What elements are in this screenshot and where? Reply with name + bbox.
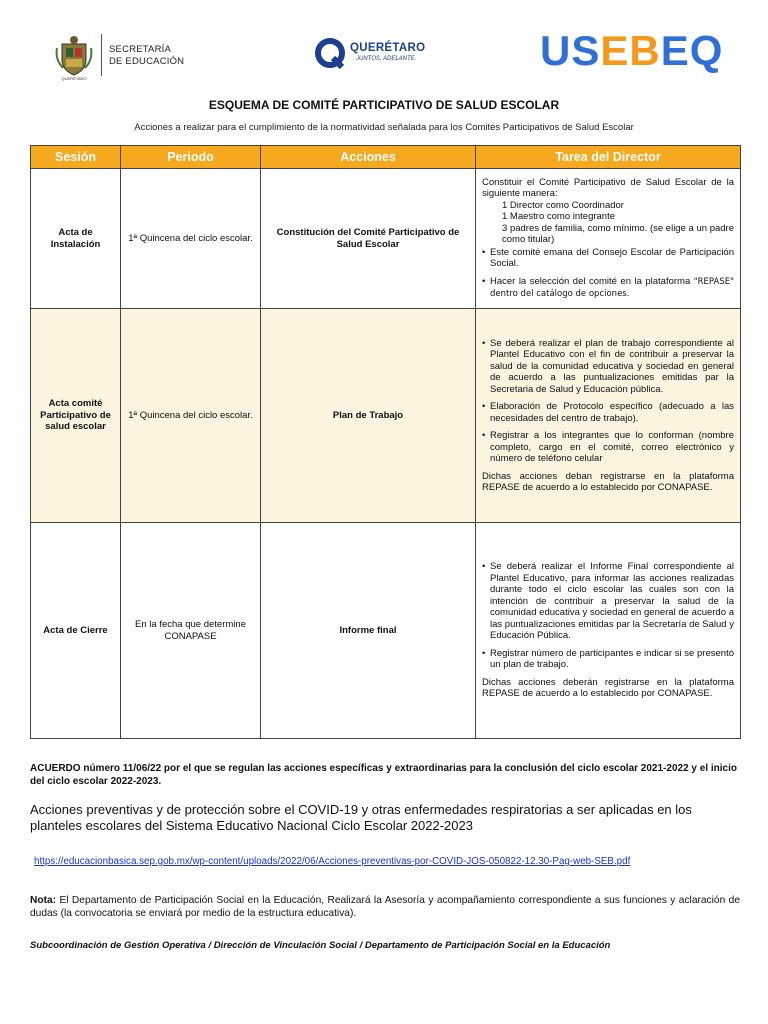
footer-text: Subcoordinación de Gestión Operativa / Dirección de Vinculación Social / Departamento de Participación Social en la Educación [30,940,611,951]
cell-tarea [476,169,741,309]
usebeq-logo [540,28,723,74]
acciones-preventivas-text: Acciones preventivas y de protección sobre el COVID-19 y otras enfermedades respiratorias a ser aplicadas en los planteles escolares del Sistema Educativo Nacional Ciclo Escolar 2022-2023 [30,802,692,833]
header-tarea: Tarea del Director [476,146,741,169]
tarea-paragraph: Dichas acciones deban registrarse en la plataforma REPASE de acuerdo a lo establecido por CONAPASE. [482,470,734,493]
page-header [0,26,768,81]
tarea-bullet: • Elaboración de Protocolo específico (adecuado a las necesidades del centro de trabajo). [482,401,734,424]
cell-periodo: 1ª Quincena del ciclo escolar. [121,309,261,523]
tarea-list-item: 1 Maestro como integrante [502,211,616,222]
document-subtitle: Acciones a realizar para el cumplimiento de la normatividad señalada para los Comités Participativos de Salud Escolar [134,122,634,133]
queretaro-logo [314,38,426,75]
tarea-bullet-text: Este comité emana del Consejo Escolar de Participación Social. [490,246,734,269]
tarea-bullet: • Hacer la selección del comité en la plataforma "REPASE" dentro del catálogo de opciones. [482,275,734,299]
tarea-bullet-text: Elaboración de Protocolo específico (adecuado a las necesidades del centro de trabajo). [490,401,734,424]
covid-document-link[interactable]: https://educacionbasica.sep.gob.mx/wp-content/uploads/2022/06/Acciones-preventivas-por-COVID-JOS-050822-12.30-Pag-web-SEB.pdf [34,856,631,867]
tarea-bullet-text: Se deberá realizar el Informe Final correspondiente al Plantel Educativo, para informar las acciones realizadas durante todo el ciclo escolar las cuales son con la intención de contribuir a preservar la salud de la comunidad educativa y sociedad en general de acuerdo a las puntualizaciones emitidas par la Secretaría de Salud y Educación Pública. [490,561,734,642]
tarea-intro: Constituir el Comité Participativo de Salud Escolar de la siguiente manera: [482,176,734,199]
state-seal-icon [55,34,93,78]
queretaro-q-icon [314,38,346,70]
header-periodo: Periodo [121,146,261,169]
secretaria-line1: SECRETARÍA [109,44,172,55]
tarea-list-item: 3 padres de familia, como mínimo. (se elige a un padre como titular) [502,222,734,245]
header-sesion: Sesión [31,146,121,169]
tarea-bullet: • Este comité emana del Consejo Escolar de Participación Social. [482,246,734,269]
cell-sesion: Acta de Instalación [31,169,121,309]
document-title: ESQUEMA DE COMITÉ PARTICIPATIVO DE SALUD ESCOLAR [208,98,560,112]
tarea-bullet: • Registrar a los integrantes que lo conforman (nombre completo, cargo en el comité, correo electrónico y número de teléfono celular [482,430,734,464]
tarea-bullet-text: Hacer la selección del comité en la plataforma [490,275,694,287]
queretaro-tagline: JUNTOS, ADELANTE. [356,56,417,62]
header-acciones: Acciones [261,146,476,169]
tarea-bullet-text: Registrar número de participantes e indicar si se presentó un plan de trabajo. [490,647,734,671]
tarea-list-item: 1 Director como Coordinador [502,199,624,211]
cell-sesion: Acta de Cierre [31,523,121,739]
tarea-bullet-text-mono: "REPASE" dentro del catálogo de opciones. [490,276,734,299]
cell-sesion: Acta comité Participativo de salud escolar [31,309,121,523]
acuerdo-text: ACUERDO número 11/06/22 por el que se regulan las acciones específicas y extraordinarias para la conclusión del ciclo escolar 2021-2022 y el inicio del ciclo escolar 2022-2023. [30,763,737,787]
nota-paragraph [30,895,740,920]
seal-caption: QUERÉTARO [61,76,87,81]
cell-periodo: En la fecha que determine CONAPASE [121,523,261,739]
cell-tarea [476,523,741,739]
cell-acciones: Plan de Trabajo [261,309,476,523]
cell-periodo: 1ª Quincena del ciclo escolar. [121,169,261,309]
nota-label: Nota: [30,895,57,906]
tarea-bullet-text: Registrar a los integrantes que lo conforman (nombre completo, cargo en el comité, correo electrónico y número de teléfono celular [490,430,734,464]
table-row [31,309,741,523]
tarea-bullet-text: Se deberá realizar el plan de trabajo correspondiente al Plantel Educativo con el fin de contribuir a preservar la salud de la comunidad educativa y sociedad en general de acuerdo a las puntualizaciones emitidas par la Secretaria de Salud y Educación pública. [490,337,734,395]
nota-text: El Departamento de Participación Social en la Educación, Realizará la Asesoría y acompañamiento correspondiente a sus funciones y aclaración de dudas (la convocatoria se enviará por medio de la estructura educativa). [30,895,740,919]
table-row [31,169,741,309]
secretaria-logo-text [109,44,184,68]
cell-acciones: Constitución del Comité Participativo de Salud Escolar [261,169,476,309]
secretaria-line2: DE EDUCACIÓN [109,56,185,67]
tarea-bullet: • Registrar número de participantes e indicar si se presentó un plan de trabajo. [482,647,734,671]
tarea-paragraph: Dichas acciones deberán registrarse en la plataforma REPASE de acuerdo a lo establecido por CONAPASE. [482,676,734,700]
cell-tarea [476,309,741,523]
tarea-bullet: • Se deberá realizar el Informe Final correspondiente al Plantel Educativo, para informar las acciones realizadas durante todo el ciclo escolar las cuales son con la intención de contribuir a preservar la salud de la comunidad educativa y sociedad en general de acuerdo a las puntualizaciones emitidas par la Secretaría de Salud y Educación Pública. [482,561,734,642]
committee-table [30,145,741,739]
table-header-row [31,146,741,169]
header-divider [101,34,102,76]
usebeq-text: USEBEQ [540,27,724,74]
tarea-bullet: • Se deberá realizar el plan de trabajo correspondiente al Plantel Educativo con el fin de contribuir a preservar la salud de la comunidad educativa y sociedad en general de acuerdo a las puntualizaciones emitidas par la Secretaria de Salud y Educación pública. [482,337,734,395]
cell-acciones: Informe final [261,523,476,739]
table-row [31,523,741,739]
queretaro-name: QUERÉTARO [350,42,426,54]
